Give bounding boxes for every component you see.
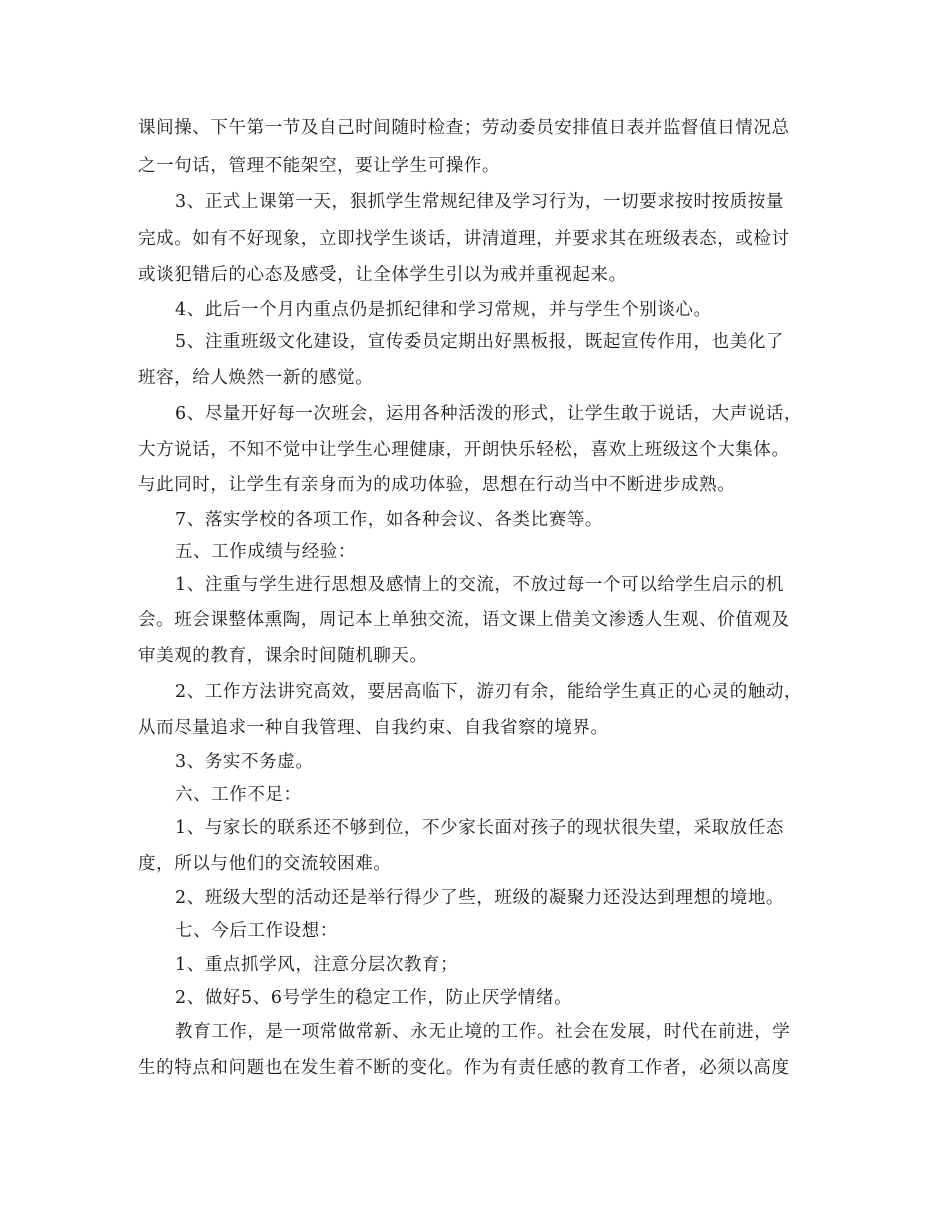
paragraph-start: 2、做好5、6号学生的稳定工作，防止厌学情绪。 (175, 988, 573, 1008)
text-line: 生的特点和问题也在发生着不断的变化。作为有责任感的教育工作者，必须以高度 (138, 1058, 790, 1078)
paragraph-start: 2、班级大型的活动还是举行得少了些，班级的凝聚力还没达到理想的境地。 (175, 888, 785, 908)
paragraph-start: 6、尽量开好每一次班会，运用各种活泼的形式，让学生敢于说话，大声说话， (175, 404, 803, 424)
text-line: 或谈犯错后的心态及感受，让全体学生引以为戒并重视起来。 (138, 265, 627, 285)
paragraph-start: 1、重点抓学风，注意分层次教育； (175, 955, 459, 975)
text-line: 审美观的教育，课余时间随机聊天。 (138, 646, 428, 666)
section-heading: 五、工作成绩与经验： (175, 542, 356, 562)
paragraph-start: 7、落实学校的各项工作，如各种会议、各类比赛等。 (175, 510, 604, 530)
section-heading: 六、工作不足： (175, 785, 302, 805)
text-line: 之一句话，管理不能架空，要让学生可操作。 (138, 156, 500, 176)
text-line: 会。班会课整体熏陶，周记本上单独交流，语文课上借美文渗透人生观、价值观及 (138, 610, 790, 630)
paragraph-start: 1、注重与学生进行思想及感情上的交流，不放过每一个可以给学生启示的机 (175, 575, 785, 595)
paragraph-start: 2、工作方法讲究高效，要居高临下，游刃有余，能给学生真正的心灵的触动， (175, 682, 803, 702)
paragraph-start: 教育工作，是一项常做常新、永无止境的工作。社会在发展，时代在前进，学 (175, 1022, 791, 1042)
paragraph-start: 3、正式上课第一天，狠抓学生常规纪律及学习行为，一切要求按时按质按量 (175, 192, 785, 212)
text-line: 完成。如有不好现象，立即找学生谈话，讲清道理，并要求其在班级表态，或检讨 (138, 229, 790, 249)
text-line: 班容，给人焕然一新的感觉。 (138, 368, 374, 388)
text-line: 度，所以与他们的交流较困难。 (138, 854, 392, 874)
text-line: 大方说话，不知不觉中让学生心理健康，开朗快乐轻松，喜欢上班级这个大集体。 (138, 440, 790, 460)
paragraph-start: 5、注重班级文化建设，宣传委员定期出好黑板报，既起宣传作用，也美化了 (175, 332, 785, 352)
text-line: 与此同时，让学生有亲身而为的成功体验，思想在行动当中不断进步成熟。 (138, 475, 736, 495)
section-heading: 七、今后工作设想： (175, 921, 338, 941)
paragraph-start: 3、务实不务虚。 (175, 752, 314, 772)
text-line: 课间操、下午第一节及自己时间随时检查；劳动委员安排值日表并监督值日情况总 (138, 118, 790, 138)
paragraph-start: 4、此后一个月内重点仍是抓纪律和学习常规，并与学生个别谈心。 (175, 300, 712, 320)
paragraph-start: 1、与家长的联系还不够到位，不少家长面对孩子的现状很失望，采取放任态 (175, 818, 785, 838)
text-line: 从而尽量追求一种自我管理、自我约束、自我省察的境界。 (138, 718, 609, 738)
